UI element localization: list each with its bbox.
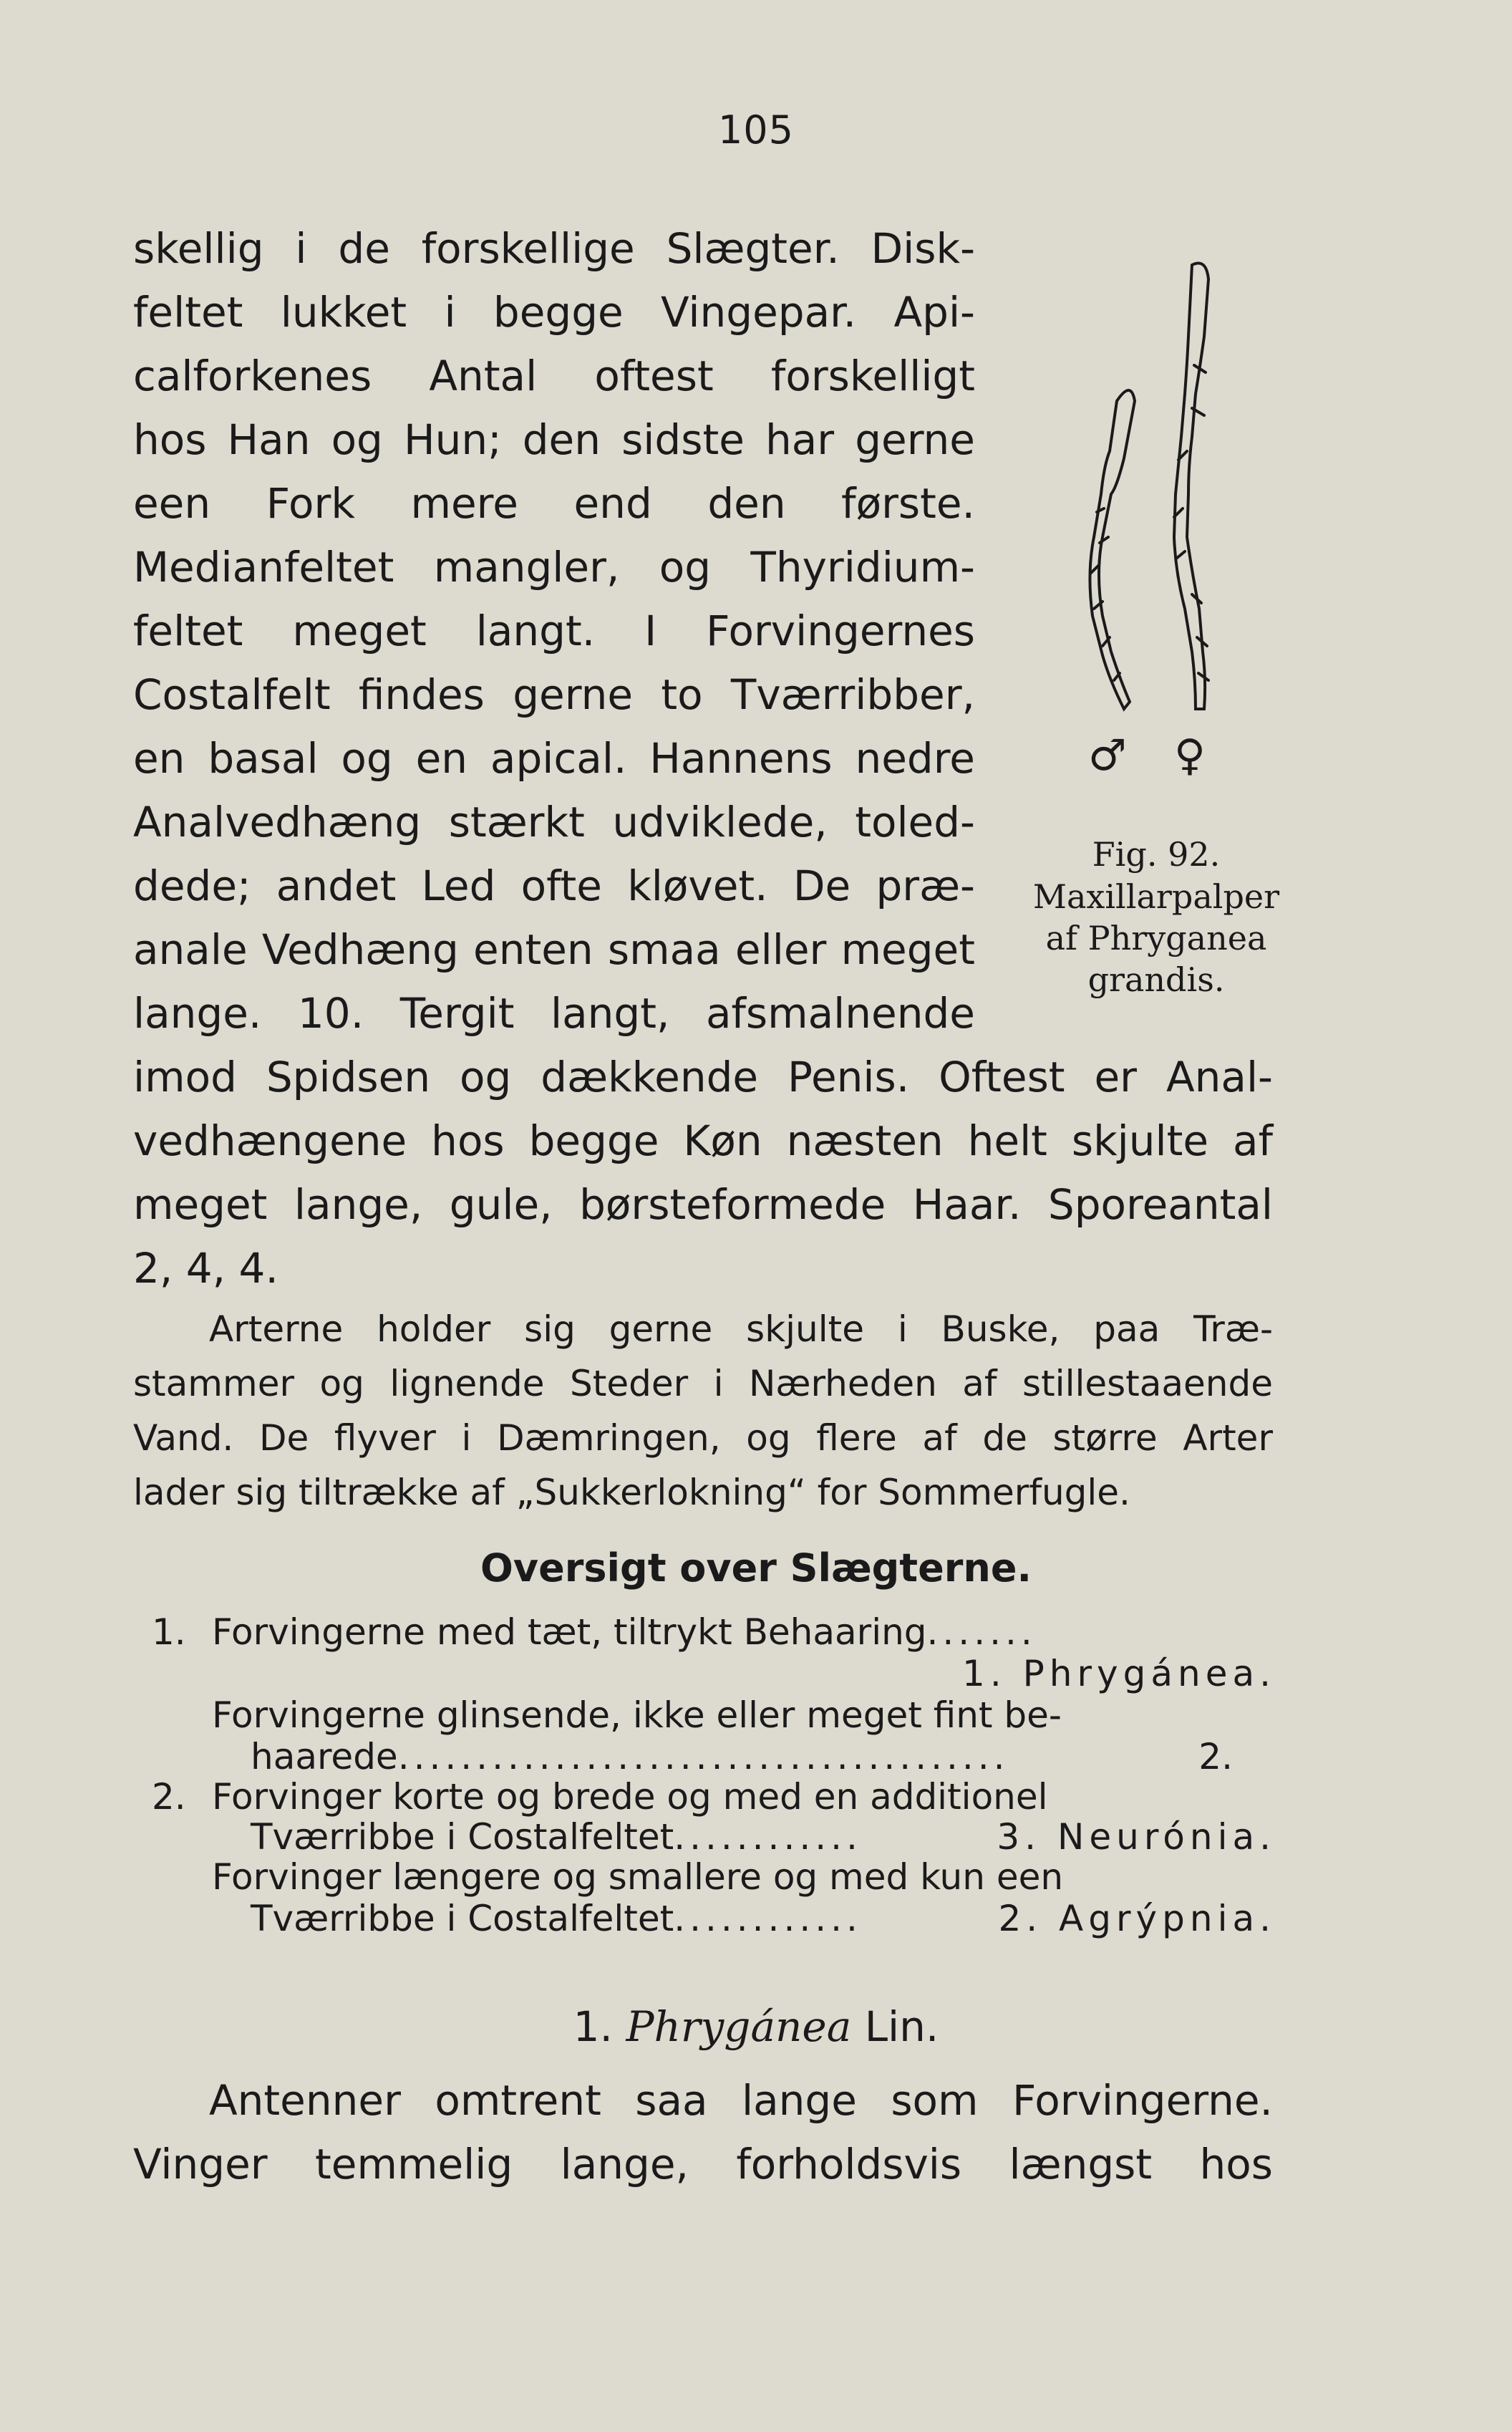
body-line: lange. 10. Tergit langt, afsmalnende (133, 989, 975, 1038)
key-heading: Oversigt over Slægterne. (480, 1545, 1032, 1591)
body-line: anale Vedhæng enten smaa eller meget (133, 925, 975, 974)
genus-number: 1. (573, 2002, 613, 2051)
body-line: Vinger temmelig lange, forholdsvis længst hos (133, 2140, 1273, 2189)
key-entry-text: Forvinger længere og smallere og med kun een (212, 1856, 1064, 1898)
body-line: Antenner omtrent saa lange som Forvingerne. (209, 2076, 1273, 2125)
small-text-line: lader sig tiltrække af „Sukkerlokning“ for Sommerfugle. (133, 1472, 1130, 1513)
key-entry-text: Forvinger korte og brede og med en additionel (212, 1776, 1048, 1818)
small-text-line: Vand. De flyver i Dæmringen, og flere af de større Arter (133, 1417, 1273, 1459)
key-result: 1. Phrygánea. (962, 1653, 1276, 1694)
key-result: 3. Neurónia. (997, 1816, 1276, 1858)
leader-dots: ............ (674, 1816, 862, 1858)
body-line: Costalfelt findes gerne to Tværribber, (133, 670, 975, 719)
figure-caption-line: Maxillarpalper (1032, 877, 1280, 916)
figure-caption-line: grandis. (1087, 960, 1225, 999)
key-number: 2. (152, 1776, 186, 1818)
key-text: haarede (251, 1736, 398, 1777)
key-number: 1. (152, 1611, 186, 1653)
female-symbol: ♀ (1174, 730, 1206, 781)
body-line: 2, 4, 4. (133, 1244, 278, 1293)
palp-drawing (1045, 236, 1260, 788)
body-line: hos Han og Hun; den sidste har gerne (133, 415, 975, 464)
key-entry-text (212, 1611, 1037, 1653)
body-line: Analvedhæng stærkt udviklede, toled- (133, 798, 975, 846)
body-line: calforkenes Antal oftest forskelligt (133, 352, 975, 400)
small-text-line: Arterne holder sig gerne skjulte i Buske, paa Træ- (209, 1308, 1273, 1350)
leader-dots: ....................................... (397, 1736, 1009, 1777)
key-entry-text (251, 1898, 862, 1939)
key-entry-text (251, 1816, 862, 1858)
page-number: 105 (717, 107, 795, 153)
key-text: Tværribbe i Costalfeltet (251, 1816, 674, 1858)
key-text: Forvingerne med tæt, tiltrykt Behaaring (212, 1611, 927, 1653)
genus-name: Phrygánea (626, 2002, 852, 2051)
figure-caption-line: af Phryganea (1045, 919, 1267, 957)
key-entry-text: Forvingerne glinsende, ikke eller meget fint be- (212, 1694, 1062, 1736)
small-text-line: stammer og lignende Steder i Nærheden af stillestaaende (133, 1363, 1273, 1404)
body-line: een Fork mere end den første. (133, 479, 975, 528)
key-result: 2. Agrýpnia. (998, 1898, 1276, 1939)
body-line: imod Spidsen og dækkende Penis. Oftest er Anal- (133, 1053, 1273, 1101)
leader-dots: ....... (926, 1611, 1037, 1653)
body-line: dede; andet Led ofte kløvet. De præ- (133, 862, 975, 910)
figure-caption-number: Fig. 92. (1092, 835, 1221, 874)
key-text: Tværribbe i Costalfeltet (251, 1898, 674, 1939)
key-entry-text (251, 1736, 1009, 1777)
key-result: 2. (1198, 1736, 1233, 1777)
body-line: vedhængene hos begge Køn næsten helt skjulte af (133, 1116, 1273, 1165)
body-line: meget lange, gule, børsteformede Haar. Sporeantal (133, 1180, 1273, 1229)
body-line: en basal og en apical. Hannens nedre (133, 734, 975, 783)
leader-dots: ............ (674, 1898, 862, 1939)
maxillary-palps-figure (1045, 236, 1260, 788)
male-symbol: ♂ (1088, 730, 1127, 781)
body-line: skellig i de forskellige Slægter. Disk- (133, 224, 975, 273)
genus-heading (0, 1998, 1512, 2055)
body-line: Medianfeltet mangler, og Thyridium- (133, 543, 975, 592)
body-line: feltet meget langt. I Forvingernes (133, 607, 975, 655)
body-line: feltet lukket i begge Vingepar. Api- (133, 288, 975, 337)
genus-author: Lin. (864, 2002, 939, 2051)
